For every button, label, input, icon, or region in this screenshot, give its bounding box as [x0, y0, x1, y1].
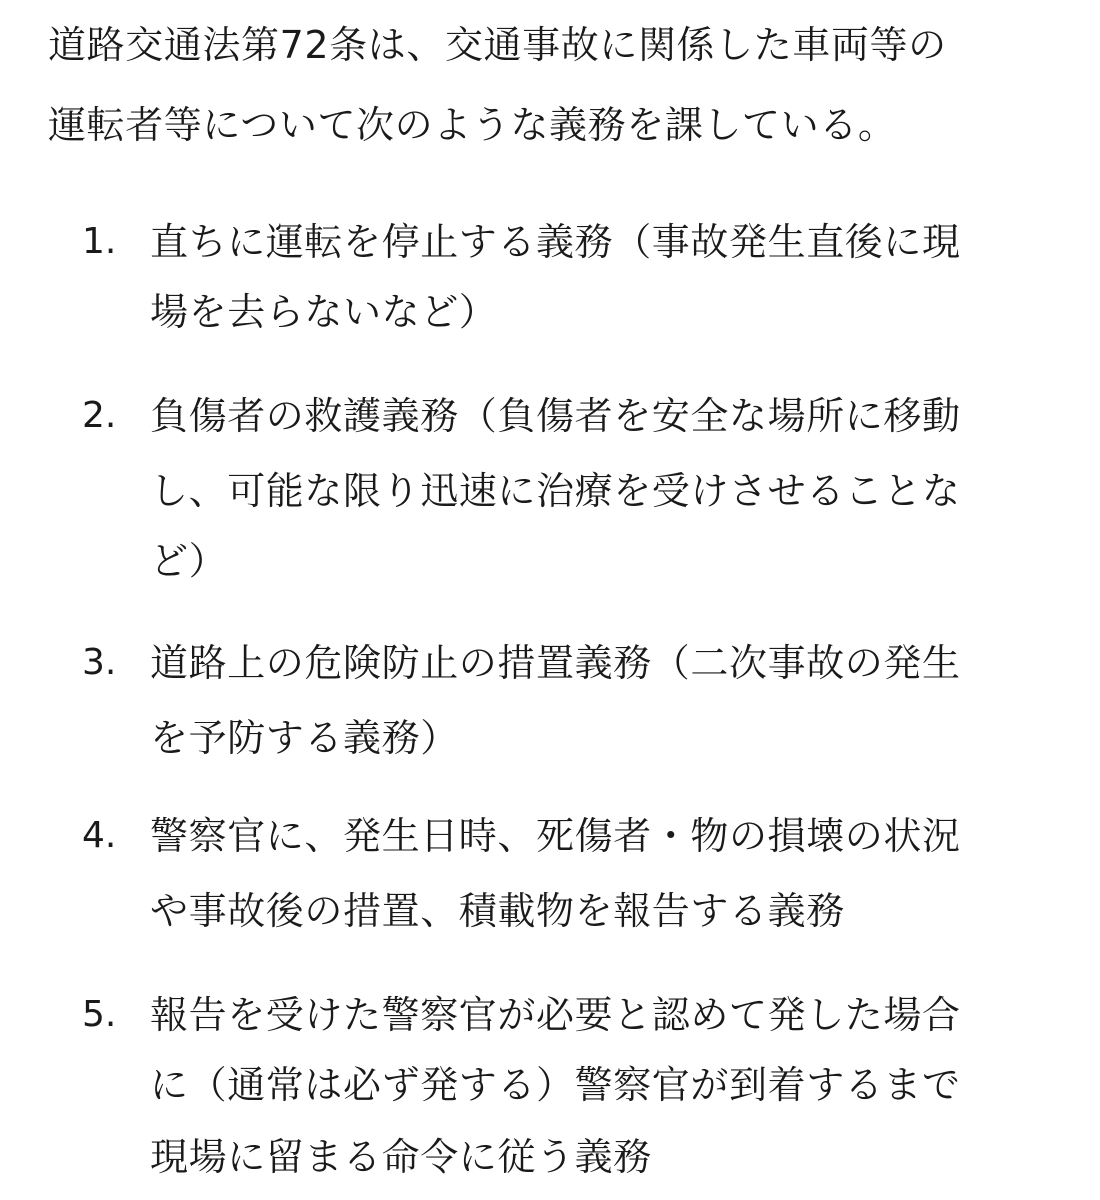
- intro-line-2: 運転者等について次のような義務を課している。: [48, 103, 897, 147]
- list-item-2-line-1: 負傷者の救護義務（負傷者を安全な場所に移動: [150, 394, 961, 438]
- list-item-4-line-2: や事故後の措置、積載物を報告する義務: [150, 889, 845, 933]
- list-item-3-line-2: を予防する義務）: [150, 716, 459, 760]
- list-item-3-line-1: 道路上の危険防止の措置義務（二次事故の発生: [150, 641, 961, 685]
- list-item-4-number: 4.: [82, 815, 117, 856]
- list-item-1-line-1: 直ちに運転を停止する義務（事故発生直後に現: [150, 220, 961, 264]
- list-item-5-line-2: に（通常は必ず発する）警察官が到着するまで: [150, 1063, 961, 1107]
- list-item-5-line-3: 現場に留まる命令に従う義務: [150, 1135, 652, 1179]
- list-item-2-number: 2.: [82, 395, 117, 436]
- intro-line-1: 道路交通法第72条は、交通事故に関係した車両等の: [48, 23, 947, 67]
- list-item-1-line-2: 場を去らないなど）: [150, 290, 498, 334]
- list-item-1-number: 1.: [82, 221, 117, 262]
- list-item-2-line-3: ど）: [150, 539, 228, 583]
- list-item-5-number: 5.: [82, 994, 117, 1035]
- list-item-3-number: 3.: [82, 642, 117, 683]
- list-item-5-line-1: 報告を受けた警察官が必要と認めて発した場合: [150, 993, 961, 1037]
- list-item-2-line-2: し、可能な限り迅速に治療を受けさせることな: [150, 469, 961, 513]
- list-item-4-line-1: 警察官に、発生日時、死傷者・物の損壊の状況: [150, 814, 961, 858]
